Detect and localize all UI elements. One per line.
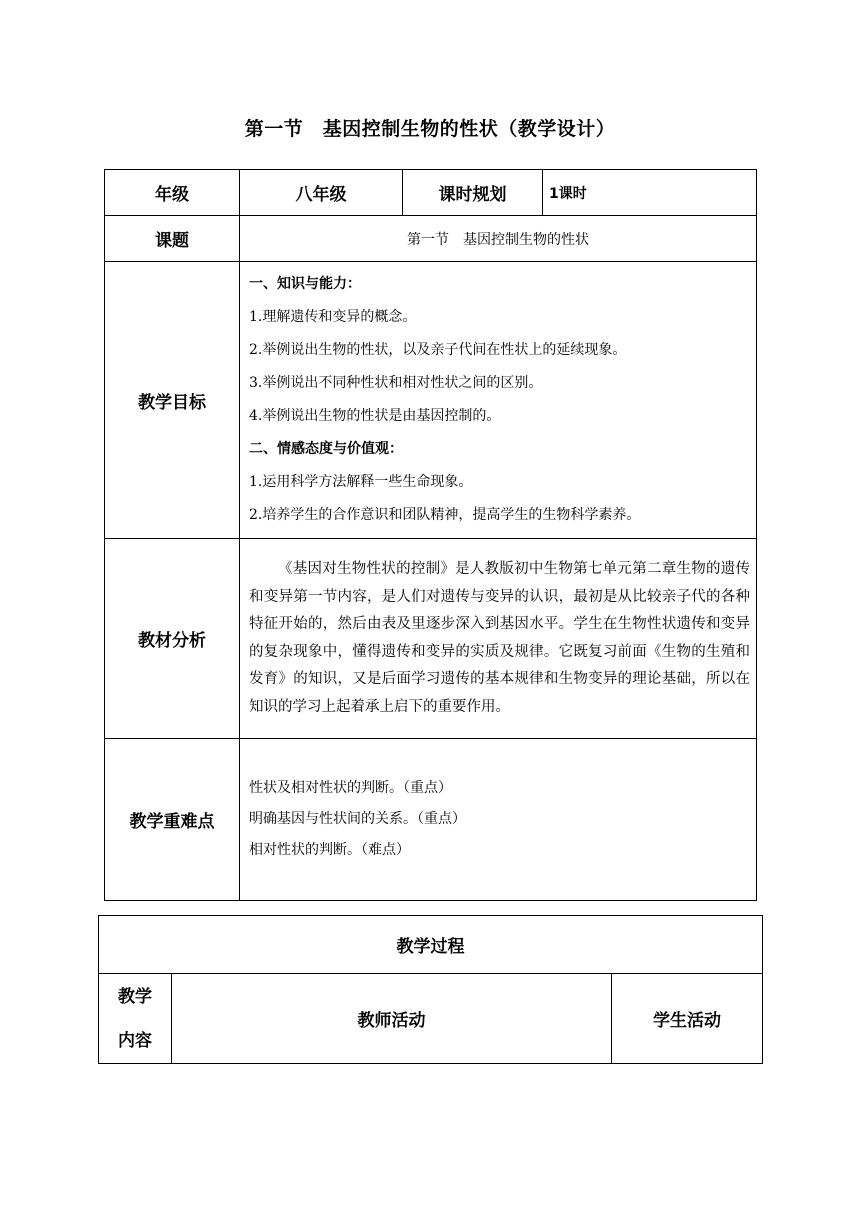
key-points-row bbox=[105, 739, 757, 901]
goals-item: 1.运用科学方法解释一些生命现象。 bbox=[249, 474, 473, 490]
key-points-label: 教学重难点 bbox=[105, 739, 240, 901]
teacher-activity-header: 教师活动 bbox=[172, 974, 612, 1064]
lesson-info-table bbox=[104, 169, 757, 901]
grade-label: 年级 bbox=[105, 170, 240, 216]
goals-item: 2.培养学生的合作意识和团队精神，提高学生的生物科学素养。 bbox=[249, 507, 641, 523]
key-point-item: 性状及相对性状的判断。（重点） bbox=[249, 780, 452, 796]
key-points-cell bbox=[240, 739, 757, 901]
goals-section1-title: 一、知识与能力： bbox=[249, 276, 361, 292]
analysis-text: 《基因对生物性状的控制》是人教版初中生物第七单元第二章生物的遗传和变异第一节内容，是人们对遗传与变异的认识，最初是从比较亲子代的各种特征开始的，然后由表及里逐步深入到基因水平。学生在生物性状遗传和变异的复杂现象中，懂得遗传和变异的实质及规律。它既复习前面《生物的生殖和发育》的知识，又是后面学习遗传的基本规律和生物变异的理论基础，所以在知识的学习上起着承上启下的重要作用。 bbox=[249, 561, 750, 715]
hours-value: 1课时 bbox=[543, 170, 757, 216]
goals-row bbox=[105, 262, 757, 539]
goals-item: 1.理解遗传和变异的概念。 bbox=[249, 309, 417, 325]
grade-value: 八年级 bbox=[240, 170, 403, 216]
hours-label: 课时规划 bbox=[403, 170, 543, 216]
goals-item: 3.举例说出不同种性状和相对性状之间的区别。 bbox=[249, 375, 543, 391]
student-activity-header: 学生活动 bbox=[612, 974, 763, 1064]
analysis-row bbox=[105, 539, 757, 739]
process-header-row bbox=[99, 974, 763, 1064]
teaching-process-table bbox=[98, 915, 763, 1064]
topic-label: 课题 bbox=[105, 216, 240, 262]
grade-row bbox=[105, 170, 757, 216]
goals-cell bbox=[240, 262, 757, 539]
topic-value: 第一节 基因控制生物的性状 bbox=[240, 216, 757, 262]
goals-item: 4.举例说出生物的性状是由基因控制的。 bbox=[249, 408, 501, 424]
analysis-cell bbox=[240, 539, 757, 739]
key-point-item: 明确基因与性状间的关系。（重点） bbox=[249, 811, 466, 827]
topic-row bbox=[105, 216, 757, 262]
goals-item: 2.举例说出生物的性状，以及亲子代间在性状上的延续现象。 bbox=[249, 342, 627, 358]
document-title: 第一节 基因控制生物的性状（教学设计） bbox=[244, 118, 616, 140]
goals-label: 教学目标 bbox=[105, 262, 240, 539]
goals-section2-title: 二、情感态度与价值观： bbox=[249, 441, 403, 457]
content-column-header bbox=[99, 974, 172, 1064]
process-title-row bbox=[99, 916, 763, 974]
content-header-line1: 教学 bbox=[118, 986, 152, 1007]
key-point-item: 相对性状的判断。（难点） bbox=[249, 842, 410, 858]
content-header-line2: 内容 bbox=[118, 1030, 152, 1051]
analysis-label: 教材分析 bbox=[105, 539, 240, 739]
process-title: 教学过程 bbox=[99, 916, 763, 974]
